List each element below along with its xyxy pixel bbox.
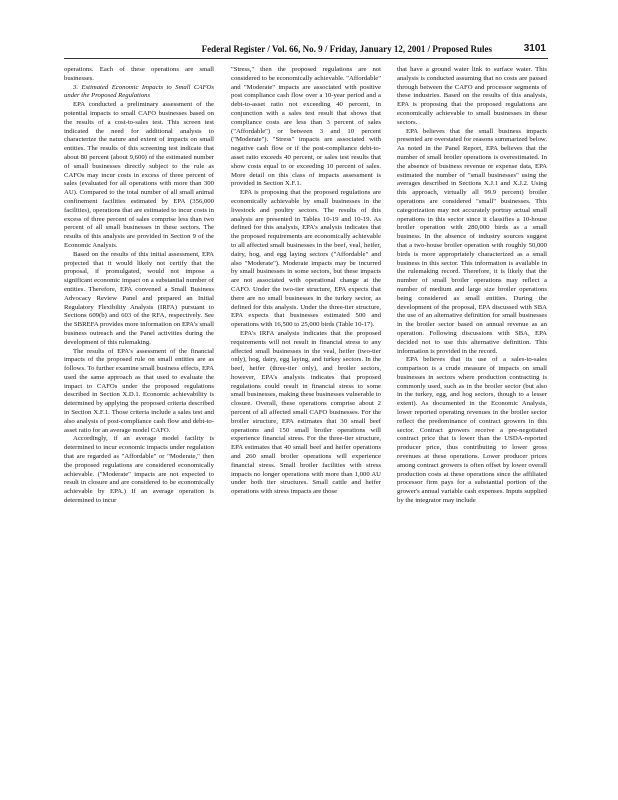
paragraph: operations. Each of these operations are small businesses. [64,66,214,82]
text-column-1 [64,66,214,766]
page-number: 3101 [523,43,546,54]
paragraph: Accordingly, if an average model facility is determined to incur economic impacts under regulation that are regarded as "Affordable" or "Moderate," then the proposed regulations are considered economically achievable. ("Moderate" impacts are not expected to result in closure and are considered to be economically achievable by EPA.) If an average operation is determined to incur [64,435,214,505]
paragraph: "Stress," then the proposed regulations are not considered to be economically achievable. "Affordable" and "Moderate" impacts are associated with positive post compliance cash flow over a 10-year period and a debt-to-asset ratio not exceeding 40 percent, in conjunction with a sales test result that shows that compliance costs are less than 3 percent of sales ("Affordable") or between 3 and 10 percent ("Moderate"). "Stress" impacts are associated with negative cash flow or if the post-compliance debt-to-asset ratio exceeds 40 percent, or sales test results that show costs equal to or exceeding 10 percent of sales. More detail on this class of impacts assessment is provided in Section X.F.1. [231,66,381,188]
paragraph: EPA is proposing that the proposed regulations are economically achievable by small businesses in the livestock and poultry sectors. The results of this analysis are presented in Tables 10-19 and 10-19. As defined for this analysis, EPA's analysis indicates that the proposed requirements are economically achievable to all affected small businesses in the beef, veal, heifer, dairy, hog, and egg laying sectors ("Affordable" and also "Moderate"). Moderate impacts may be incurred by small businesses in some sectors, but these impacts are not associated with operational change at the CAFO. Under the two-tier structure, EPA expects that there are no small businesses in the turkey sector, as defined for this analysis. Under the three-tier structure, EPA expects that businesses estimated 500 and operations with 16,500 to 25,000 birds (Table 10-17). [231,189,381,329]
section-heading: 3. Estimated Economic Impacts to Small CAFOs under the Proposed Regulations [64,83,214,100]
paragraph: EPA believes that the small business impacts presented are overstated for reasons summarized below. As noted in the Panel Report, EPA believes that the number of small broiler operations is overestimated. In the absence of business revenue or expense data, EPA estimated the number of "small businesses" using the averages described in Sections X.J.1 and X.J.2. Using this approach, virtually all 99.9 percent) broiler operations are considered "small" businesses. This categorization may not accurately portray actual small operations in this sector since it classifies a 10-house broiler operation with 280,000 birds as a small business. In the absence of industry sources suggest that a two-house broiler operation with roughly 50,000 birds is more appropriately characterized as a small business in this sector. This information is available in the rulemaking record. Therefore, it is likely that the number of small broiler operations may reflect a number of medium and large size broiler operations being considered as small entities. During the development of the proposal, EPA discussed with SBA the use of an alternative definition for small businesses in the broiler sector based on annual revenue as an operation. Following discussions with SBA, EPA decided not to use this alternative definition. This information is provided in the record. [397,127,547,355]
paragraph: The results of EPA's assessment of the financial impacts of the proposed rule on small entities are as follows. To further examine small business effects, EPA used the same approach as that used to evaluate the impact to CAFOs under the proposed regulations described in Section X.D.1. Economic achievability is determined by applying the proposed criteria described in Section X.F.1. Those criteria include a sales test and also analysis of post-compliance cash flow and debt-to-asset ratio for an average model CAFO. [64,347,214,434]
paragraph: EPA conducted a preliminary assessment of the potential impacts to small CAFO businesses based on the results of a cost-to-sales test. This screen test indicated the need for additional analysis to characterize the nature and extent of impacts on small entities. The results of this screening test indicate that about 80 percent (about 9,600) of the estimated number of small businesses directly subject to the rule as CAFOs may incur costs in excess of three percent of sales (evaluated for all operations with more than 300 AU). Compared to the total number of all small animal confinement facilities estimated by EPA (356,000 facilities), operations that are estimated to incur costs in excess of three percent of sales comprise less than two percent of all small businesses in these sectors. The results of this analysis are provided in Section 9 of the Economic Analysis. [64,101,214,249]
paragraph: Based on the results of this initial assessment, EPA projected that it would likely not certify that the proposal, if promulgated, would not impose a significant economic impact on a substantial number of entities. Therefore, EPA convened a Small Business Advocacy Review Panel and prepared an Initial Regulatory Flexibility Analysis (IRFA) pursuant to Sections 609(b) and 603 of the RFA, respectively. See the SBREFA provides more information on EPA's small business outreach and the Panel activities during the development of this rulemaking. [64,250,214,346]
text-column-2 [231,66,381,766]
text-column-3 [397,66,547,766]
running-header: Federal Register / Vol. 66, No. 9 / Friday, January 12, 2001 / Proposed Rules [201,44,492,54]
paragraph: EPA believes that its use of a sales-to-sales comparison is a crude measure of impacts on small businesses in sectors where production contracting is commonly used, such as in the broiler sector (but also in the turkey, egg, and hog sectors, though to a lesser extent). As documented in the Economic Analysis, lower reported operating revenues in the broiler sector reflect the predominance of contract growers in this sector. Contract growers receive a pre-negotiated contract price that is lower than the USDA-reported producer price, thus contributing to lower gross revenues at these operations. Lower producer prices among contract growers is often offset by lower overall production costs at these operations since the affiliated processor firm pays for a substantial portion of the grower's annual variable cash expenses. Inputs supplied by the integrator may include [397,356,547,505]
paragraph: EPA's IRFA analysis indicates that the proposed requirements will not result in financial stress to any affected small businesses in the veal, heifer (two-tier only), hog, dairy, egg laying, and turkey sectors. In the beef, heifer (three-tier only), and broiler sectors, however, EPA's analysis indicates that proposed regulations could result in financial stress to some small businesses, making these businesses vulnerable to closure. Overall, these operations comprise about 2 percent of all affected small CAFO businesses. For the broiler structure, EPA estimates that 30 small beef operations and 150 small broiler operations will experience financial stress. For the three-tier structure, EPA estimates that 40 small beef and heifer operations and 260 small broiler operations will experience financial stress. Small broiler facilities with stress impacts no longer operations with more than 1,000 AU under both tier structures. Small cattle and heifer operations with stress impacts are those [231,329,381,496]
header-rule [64,58,548,59]
paragraph: that have a ground water link to surface water. This analysis is conducted assuming that no costs are passed through between the CAFO and processor segments of these industries. Based on the results of this analysis, EPA is proposing that the proposed regulations are economically achievable to small businesses in these sectors. [397,66,547,126]
